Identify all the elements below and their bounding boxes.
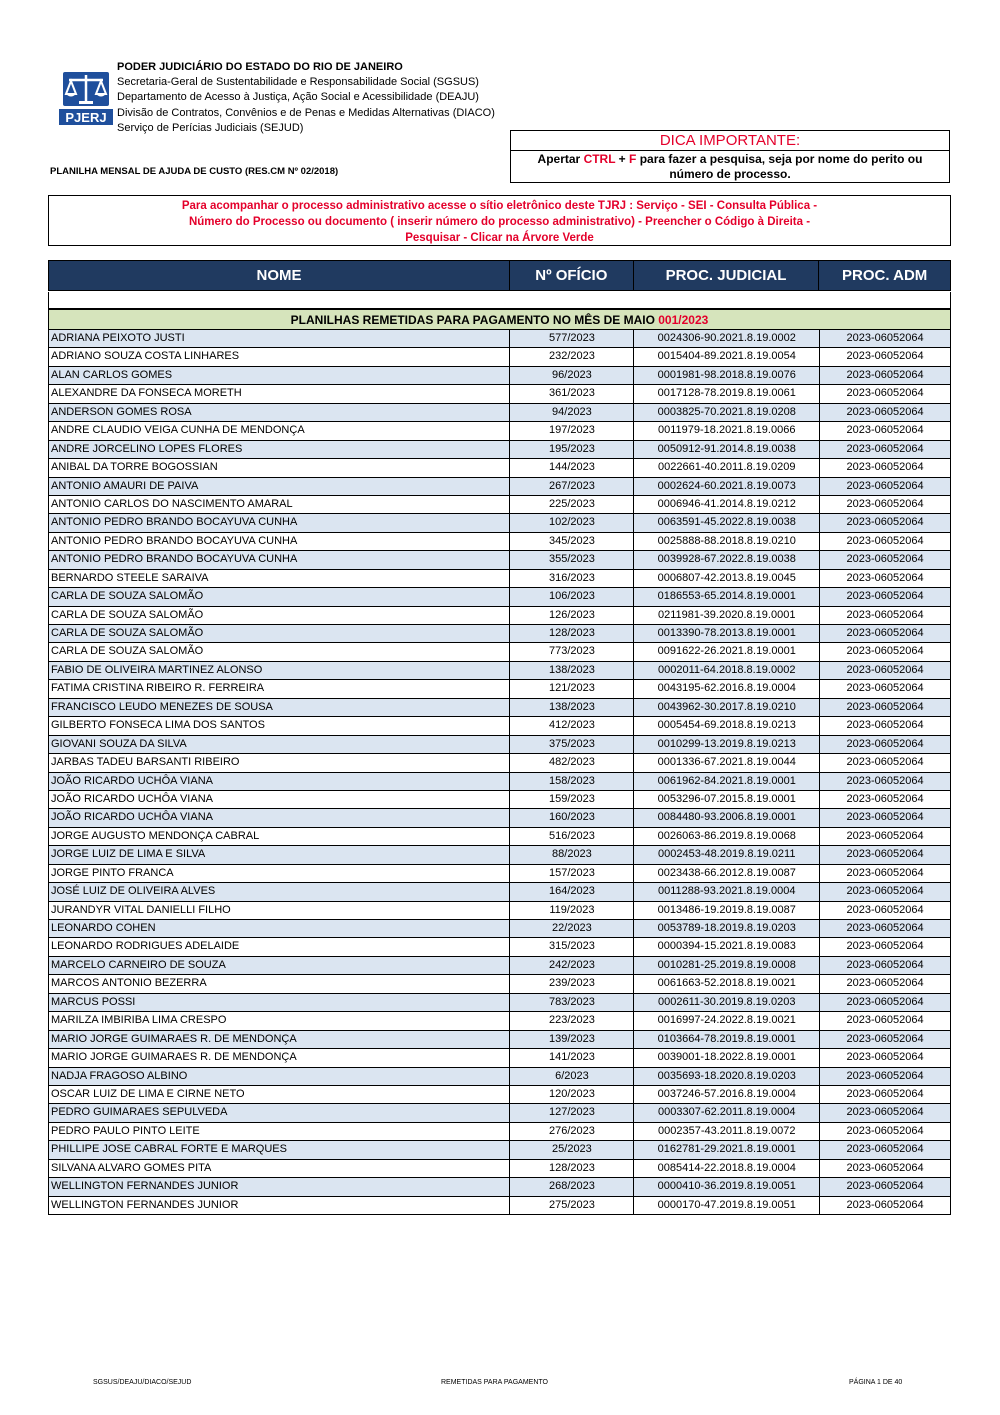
document-subtitle: PLANILHA MENSAL DE AJUDA DE CUSTO (RES.CM Nº 02/2018) <box>50 166 339 177</box>
table-row <box>49 662 951 680</box>
table-row <box>49 330 951 348</box>
cell-nome: ADRIANO SOUZA COSTA LINHARES <box>49 348 510 365</box>
letterhead <box>57 60 527 134</box>
cell-nome: OSCAR LUIZ DE LIMA E CIRNE NETO <box>49 1086 510 1103</box>
cell-nome: ANDRE JORCELINO LOPES FLORES <box>49 441 510 458</box>
cell-oficio: 139/2023 <box>510 1031 634 1048</box>
table-row <box>49 883 951 901</box>
cell-nome: JOSÉ LUIZ DE OLIVEIRA ALVES <box>49 883 510 900</box>
cell-proc-judicial: 0013486-19.2019.8.19.0087 <box>634 902 820 919</box>
cell-proc-judicial: 0186553-65.2014.8.19.0001 <box>634 588 820 605</box>
cell-proc-adm: 2023-06052064 <box>820 385 951 402</box>
cell-oficio: 94/2023 <box>510 404 634 421</box>
logo-text: PJERJ <box>65 110 107 125</box>
cell-proc-judicial: 0002453-48.2019.8.19.0211 <box>634 846 820 863</box>
cell-proc-adm: 2023-06052064 <box>820 348 951 365</box>
cell-proc-judicial: 0091622-26.2021.8.19.0001 <box>634 643 820 660</box>
cell-oficio: 138/2023 <box>510 699 634 716</box>
cell-nome: MARIO JORGE GUIMARAES R. DE MENDONÇA <box>49 1049 510 1066</box>
tip-title: DICA IMPORTANTE: <box>511 131 949 151</box>
cell-proc-adm: 2023-06052064 <box>820 773 951 790</box>
cell-nome: CARLA DE SOUZA SALOMÃO <box>49 625 510 642</box>
table-row <box>49 1178 951 1196</box>
cell-proc-adm: 2023-06052064 <box>820 459 951 476</box>
cell-nome: MARCELO CARNEIRO DE SOUZA <box>49 957 510 974</box>
table-row <box>49 551 951 569</box>
cell-proc-adm: 2023-06052064 <box>820 1031 951 1048</box>
column-header-nome: NOME <box>49 261 510 290</box>
cell-nome: CARLA DE SOUZA SALOMÃO <box>49 607 510 624</box>
tip-text: + <box>615 152 630 166</box>
cell-nome: MARCOS ANTONIO BEZERRA <box>49 975 510 992</box>
cell-oficio: 577/2023 <box>510 330 634 347</box>
cell-oficio: 268/2023 <box>510 1178 634 1195</box>
cell-proc-judicial: 0084480-93.2006.8.19.0001 <box>634 809 820 826</box>
cell-proc-judicial: 0003825-70.2021.8.19.0208 <box>634 404 820 421</box>
cell-proc-adm: 2023-06052064 <box>820 902 951 919</box>
cell-oficio: 88/2023 <box>510 846 634 863</box>
cell-proc-adm: 2023-06052064 <box>820 478 951 495</box>
cell-proc-judicial: 0000410-36.2019.8.19.0051 <box>634 1178 820 1195</box>
cell-oficio: 345/2023 <box>510 533 634 550</box>
cell-proc-judicial: 0053296-07.2015.8.19.0001 <box>634 791 820 808</box>
cell-nome: MARILZA IMBIRIBA LIMA CRESPO <box>49 1012 510 1029</box>
cell-proc-adm: 2023-06052064 <box>820 330 951 347</box>
cell-nome: ADRIANA PEIXOTO JUSTI <box>49 330 510 347</box>
cell-proc-judicial: 0039001-18.2022.8.19.0001 <box>634 1049 820 1066</box>
table-row <box>49 459 951 477</box>
cell-oficio: 361/2023 <box>510 385 634 402</box>
cell-oficio: 773/2023 <box>510 643 634 660</box>
cell-oficio: 96/2023 <box>510 367 634 384</box>
section-title <box>48 309 951 330</box>
cell-proc-judicial: 0017128-78.2019.8.19.0061 <box>634 385 820 402</box>
cell-nome: ANDERSON GOMES ROSA <box>49 404 510 421</box>
cell-proc-adm: 2023-06052064 <box>820 1049 951 1066</box>
cell-proc-judicial: 0011979-18.2021.8.19.0066 <box>634 422 820 439</box>
institution-lines <box>117 60 495 136</box>
access-line: Para acompanhar o processo administrativo acesse o sítio eletrônico deste TJRJ : Serviço - SEI - Consulta Pública - <box>181 200 818 212</box>
cell-proc-judicial: 0002011-64.2018.8.19.0002 <box>634 662 820 679</box>
table-row <box>49 736 951 754</box>
cell-oficio: 141/2023 <box>510 1049 634 1066</box>
footer-left: SGSUS/DEAJU/DIACO/SEJUD <box>93 1379 192 1386</box>
cell-proc-adm: 2023-06052064 <box>820 975 951 992</box>
cell-oficio: 127/2023 <box>510 1104 634 1121</box>
tip-line-1 <box>511 152 949 167</box>
cell-proc-judicial: 0002357-43.2011.8.19.0072 <box>634 1123 820 1140</box>
cell-nome: ANTONIO CARLOS DO NASCIMENTO AMARAL <box>49 496 510 513</box>
cell-proc-adm: 2023-06052064 <box>820 404 951 421</box>
cell-nome: JURANDYR VITAL DANIELLI FILHO <box>49 902 510 919</box>
cell-proc-adm: 2023-06052064 <box>820 920 951 937</box>
cell-oficio: 242/2023 <box>510 957 634 974</box>
cell-nome: JOÃO RICARDO UCHÔA VIANA <box>49 809 510 826</box>
cell-proc-adm: 2023-06052064 <box>820 957 951 974</box>
table-row <box>49 496 951 514</box>
cell-nome: FABIO DE OLIVEIRA MARTINEZ ALONSO <box>49 662 510 679</box>
pjerj-logo-icon <box>57 66 115 126</box>
cell-proc-adm: 2023-06052064 <box>820 1160 951 1177</box>
cell-nome: WELLINGTON FERNANDES JUNIOR <box>49 1197 510 1214</box>
table-row <box>49 809 951 827</box>
cell-proc-judicial: 0063591-45.2022.8.19.0038 <box>634 514 820 531</box>
cell-proc-judicial: 0016997-24.2022.8.19.0021 <box>634 1012 820 1029</box>
table-body <box>48 330 951 1215</box>
cell-oficio: 121/2023 <box>510 680 634 697</box>
cell-oficio: 6/2023 <box>510 1068 634 1085</box>
cell-proc-judicial: 0043195-62.2016.8.19.0004 <box>634 680 820 697</box>
access-instructions <box>48 195 951 246</box>
table-row <box>49 514 951 532</box>
cell-proc-adm: 2023-06052064 <box>820 514 951 531</box>
cell-proc-adm: 2023-06052064 <box>820 736 951 753</box>
cell-oficio: 22/2023 <box>510 920 634 937</box>
cell-nome: ANTONIO PEDRO BRANDO BOCAYUVA CUNHA <box>49 514 510 531</box>
cell-oficio: 783/2023 <box>510 994 634 1011</box>
cell-nome: JORGE LUIZ DE LIMA E SILVA <box>49 846 510 863</box>
cell-oficio: 164/2023 <box>510 883 634 900</box>
cell-nome: BERNARDO STEELE SARAIVA <box>49 570 510 587</box>
cell-oficio: 275/2023 <box>510 1197 634 1214</box>
cell-oficio: 232/2023 <box>510 348 634 365</box>
table-row <box>49 680 951 698</box>
table-row <box>49 1197 951 1215</box>
tip-text: para fazer a pesquisa, seja por nome do perito ou <box>636 152 923 166</box>
table-row <box>49 902 951 920</box>
cell-proc-adm: 2023-06052064 <box>820 1123 951 1140</box>
table-row <box>49 367 951 385</box>
cell-proc-adm: 2023-06052064 <box>820 441 951 458</box>
cell-proc-judicial: 0010281-25.2019.8.19.0008 <box>634 957 820 974</box>
table-row <box>49 441 951 459</box>
section-code: 001/2023 <box>658 313 709 327</box>
column-header-proc-adm: PROC. ADM <box>842 267 928 284</box>
cell-proc-judicial: 0005454-69.2018.8.19.0213 <box>634 717 820 734</box>
cell-proc-adm: 2023-06052064 <box>820 883 951 900</box>
cell-proc-adm: 2023-06052064 <box>820 754 951 771</box>
cell-proc-adm: 2023-06052064 <box>820 1086 951 1103</box>
cell-proc-judicial: 0015404-89.2021.8.19.0054 <box>634 348 820 365</box>
cell-proc-judicial: 0037246-57.2016.8.19.0004 <box>634 1086 820 1103</box>
table-row <box>49 1068 951 1086</box>
table-row <box>49 1104 951 1122</box>
cell-nome: ANTONIO PEDRO BRANDO BOCAYUVA CUNHA <box>49 533 510 550</box>
tip-text: Apertar <box>537 152 584 166</box>
institution-line: Serviço de Perícias Judiciais (SEJUD) <box>117 121 304 134</box>
cell-oficio: 160/2023 <box>510 809 634 826</box>
cell-nome: PEDRO GUIMARAES SEPULVEDA <box>49 1104 510 1121</box>
cell-proc-adm: 2023-06052064 <box>820 588 951 605</box>
cell-oficio: 315/2023 <box>510 938 634 955</box>
cell-proc-judicial: 0003307-62.2011.8.19.0004 <box>634 1104 820 1121</box>
cell-proc-judicial: 0026063-86.2019.8.19.0068 <box>634 828 820 845</box>
table-row <box>49 1012 951 1030</box>
cell-nome: JOÃO RICARDO UCHÔA VIANA <box>49 791 510 808</box>
cell-proc-judicial: 0024306-90.2021.8.19.0002 <box>634 330 820 347</box>
column-header-proc-judicial: PROC. JUDICIAL <box>634 261 820 290</box>
table-row <box>49 994 951 1012</box>
cell-nome: JOÃO RICARDO UCHÔA VIANA <box>49 773 510 790</box>
table-row <box>49 975 951 993</box>
table-row <box>49 1049 951 1067</box>
cell-nome: PHILLIPE JOSE CABRAL FORTE E MARQUES <box>49 1141 510 1158</box>
cell-proc-judicial: 0010299-13.2019.8.19.0213 <box>634 736 820 753</box>
cell-proc-judicial: 0001336-67.2021.8.19.0044 <box>634 754 820 771</box>
institution-line: Divisão de Contratos, Convênios e de Penas e Medidas Alternativas (DIACO) <box>117 106 495 119</box>
cell-oficio: 316/2023 <box>510 570 634 587</box>
cell-oficio: 267/2023 <box>510 478 634 495</box>
table-row <box>49 348 951 366</box>
cell-oficio: 120/2023 <box>510 1086 634 1103</box>
cell-proc-adm: 2023-06052064 <box>820 699 951 716</box>
cell-proc-judicial: 0002624-60.2021.8.19.0073 <box>634 478 820 495</box>
table-header <box>48 260 951 291</box>
tip-key-f: F <box>629 152 637 166</box>
cell-proc-judicial: 0006807-42.2013.8.19.0045 <box>634 570 820 587</box>
cell-nome: CARLA DE SOUZA SALOMÃO <box>49 588 510 605</box>
cell-oficio: 239/2023 <box>510 975 634 992</box>
cell-oficio: 516/2023 <box>510 828 634 845</box>
cell-oficio: 102/2023 <box>510 514 634 531</box>
cell-proc-adm: 2023-06052064 <box>820 607 951 624</box>
cell-nome: ANDRE CLAUDIO VEIGA CUNHA DE MENDONÇA <box>49 422 510 439</box>
cell-oficio: 225/2023 <box>510 496 634 513</box>
table-row <box>49 478 951 496</box>
cell-proc-adm: 2023-06052064 <box>820 938 951 955</box>
cell-nome: ANTONIO PEDRO BRANDO BOCAYUVA CUNHA <box>49 551 510 568</box>
cell-proc-judicial: 0025888-88.2018.8.19.0210 <box>634 533 820 550</box>
cell-nome: FRANCISCO LEUDO MENEZES DE SOUSA <box>49 699 510 716</box>
cell-oficio: 25/2023 <box>510 1141 634 1158</box>
table-row <box>49 1160 951 1178</box>
cell-nome: CARLA DE SOUZA SALOMÃO <box>49 643 510 660</box>
table-row <box>49 754 951 772</box>
table-row <box>49 717 951 735</box>
cell-nome: JORGE AUGUSTO MENDONÇA CABRAL <box>49 828 510 845</box>
cell-proc-judicial: 0013390-78.2013.8.19.0001 <box>634 625 820 642</box>
table-row <box>49 1141 951 1159</box>
tip-body <box>511 151 949 182</box>
access-line: Número do Processo ou documento ( inserir número do processo administrativo) - Preencher o Código à Direita - <box>188 216 811 228</box>
table-row <box>49 533 951 551</box>
table-row <box>49 920 951 938</box>
table-row <box>49 957 951 975</box>
cell-proc-judicial: 0035693-18.2020.8.19.0203 <box>634 1068 820 1085</box>
table-row <box>49 846 951 864</box>
footer-center: REMETIDAS PARA PAGAMENTO <box>441 1379 548 1386</box>
cell-nome: WELLINGTON FERNANDES JUNIOR <box>49 1178 510 1195</box>
cell-proc-judicial: 0000170-47.2019.8.19.0051 <box>634 1197 820 1214</box>
cell-proc-judicial: 0061663-52.2018.8.19.0021 <box>634 975 820 992</box>
cell-proc-adm: 2023-06052064 <box>820 717 951 734</box>
cell-nome: NADJA FRAGOSO ALBINO <box>49 1068 510 1085</box>
cell-proc-judicial: 0085414-22.2018.8.19.0004 <box>634 1160 820 1177</box>
table-row <box>49 791 951 809</box>
cell-proc-adm: 2023-06052064 <box>820 994 951 1011</box>
cell-proc-adm: 2023-06052064 <box>820 791 951 808</box>
cell-proc-adm: 2023-06052064 <box>820 551 951 568</box>
table-row <box>49 588 951 606</box>
tip-key-ctrl: CTRL <box>583 152 616 166</box>
cell-nome: SILVANA ALVARO GOMES PITA <box>49 1160 510 1177</box>
table-row <box>49 1123 951 1141</box>
table-row <box>49 773 951 791</box>
cell-proc-adm: 2023-06052064 <box>820 367 951 384</box>
cell-nome: FATIMA CRISTINA RIBEIRO R. FERREIRA <box>49 680 510 697</box>
cell-proc-judicial: 0011288-93.2021.8.19.0004 <box>634 883 820 900</box>
column-header-oficio: Nº OFÍCIO <box>510 261 634 290</box>
institution-line: Secretaria-Geral de Sustentabilidade e Responsabilidade Social (SGSUS) <box>117 76 479 89</box>
cell-oficio: 158/2023 <box>510 773 634 790</box>
cell-proc-judicial: 0103664-78.2019.8.19.0001 <box>634 1031 820 1048</box>
cell-proc-judicial: 0050912-91.2014.8.19.0038 <box>634 441 820 458</box>
cell-nome: GIOVANI SOUZA DA SILVA <box>49 736 510 753</box>
table-row <box>49 385 951 403</box>
table-row <box>49 699 951 717</box>
access-line: Pesquisar - Clicar na Árvore Verde <box>405 232 594 244</box>
cell-nome: ANIBAL DA TORRE BOGOSSIAN <box>49 459 510 476</box>
cell-proc-judicial: 0061962-84.2021.8.19.0001 <box>634 773 820 790</box>
tip-box <box>510 130 950 183</box>
cell-proc-adm: 2023-06052064 <box>820 809 951 826</box>
cell-proc-judicial: 0039928-67.2022.8.19.0038 <box>634 551 820 568</box>
cell-proc-adm: 2023-06052064 <box>820 662 951 679</box>
table-row <box>49 865 951 883</box>
cell-proc-judicial: 0023438-66.2012.8.19.0087 <box>634 865 820 882</box>
cell-oficio: 412/2023 <box>510 717 634 734</box>
cell-proc-adm: 2023-06052064 <box>820 1141 951 1158</box>
cell-proc-judicial: 0043962-30.2017.8.19.0210 <box>634 699 820 716</box>
cell-nome: GILBERTO FONSECA LIMA DOS SANTOS <box>49 717 510 734</box>
institution-name: PODER JUDICIÁRIO DO ESTADO DO RIO DE JANEIRO <box>117 61 403 73</box>
cell-nome: ALEXANDRE DA FONSECA MORETH <box>49 385 510 402</box>
cell-oficio: 106/2023 <box>510 588 634 605</box>
cell-oficio: 128/2023 <box>510 1160 634 1177</box>
cell-oficio: 138/2023 <box>510 662 634 679</box>
cell-nome: JARBAS TADEU BARSANTI RIBEIRO <box>49 754 510 771</box>
table-row <box>49 422 951 440</box>
cell-nome: LEONARDO COHEN <box>49 920 510 937</box>
table-row <box>49 938 951 956</box>
cell-oficio: 482/2023 <box>510 754 634 771</box>
cell-nome: LEONARDO RODRIGUES ADELAIDE <box>49 938 510 955</box>
cell-proc-adm: 2023-06052064 <box>820 1197 951 1214</box>
cell-oficio: 128/2023 <box>510 625 634 642</box>
institution-line: Departamento de Acesso à Justiça, Ação Social e Acessibilidade (DEAJU) <box>117 91 479 104</box>
cell-proc-adm: 2023-06052064 <box>820 533 951 550</box>
table-row <box>49 625 951 643</box>
table-spacer-row <box>48 292 951 309</box>
cell-proc-adm: 2023-06052064 <box>820 680 951 697</box>
table-row <box>49 1031 951 1049</box>
cell-proc-judicial: 0211981-39.2020.8.19.0001 <box>634 607 820 624</box>
cell-proc-adm: 2023-06052064 <box>820 828 951 845</box>
cell-proc-judicial: 0006946-41.2014.8.19.0212 <box>634 496 820 513</box>
table-row <box>49 607 951 625</box>
cell-nome: ALAN CARLOS GOMES <box>49 367 510 384</box>
cell-nome: MARCUS POSSI <box>49 994 510 1011</box>
table-row <box>49 828 951 846</box>
cell-proc-judicial: 0053789-18.2019.8.19.0203 <box>634 920 820 937</box>
cell-proc-adm: 2023-06052064 <box>820 496 951 513</box>
cell-proc-adm: 2023-06052064 <box>820 1012 951 1029</box>
cell-oficio: 144/2023 <box>510 459 634 476</box>
cell-oficio: 119/2023 <box>510 902 634 919</box>
cell-proc-adm: 2023-06052064 <box>820 846 951 863</box>
table-row <box>49 404 951 422</box>
cell-oficio: 159/2023 <box>510 791 634 808</box>
cell-proc-adm: 2023-06052064 <box>820 1104 951 1121</box>
cell-proc-adm: 2023-06052064 <box>820 1068 951 1085</box>
cell-proc-judicial: 0001981-98.2018.8.19.0076 <box>634 367 820 384</box>
cell-nome: JORGE PINTO FRANCA <box>49 865 510 882</box>
cell-oficio: 276/2023 <box>510 1123 634 1140</box>
cell-nome: MARIO JORGE GUIMARAES R. DE MENDONÇA <box>49 1031 510 1048</box>
cell-oficio: 355/2023 <box>510 551 634 568</box>
cell-oficio: 126/2023 <box>510 607 634 624</box>
cell-oficio: 223/2023 <box>510 1012 634 1029</box>
cell-proc-adm: 2023-06052064 <box>820 1178 951 1195</box>
cell-oficio: 195/2023 <box>510 441 634 458</box>
cell-proc-judicial: 0162781-29.2021.8.19.0001 <box>634 1141 820 1158</box>
cell-proc-judicial: 0000394-15.2021.8.19.0083 <box>634 938 820 955</box>
section-label: PLANILHAS REMETIDAS PARA PAGAMENTO NO MÊS DE MAIO <box>290 313 659 327</box>
cell-proc-adm: 2023-06052064 <box>820 422 951 439</box>
cell-oficio: 375/2023 <box>510 736 634 753</box>
tip-line-2: número de processo. <box>669 167 791 181</box>
cell-proc-judicial: 0002611-30.2019.8.19.0203 <box>634 994 820 1011</box>
table-row <box>49 1086 951 1104</box>
cell-oficio: 197/2023 <box>510 422 634 439</box>
cell-proc-adm: 2023-06052064 <box>820 643 951 660</box>
table-row <box>49 570 951 588</box>
cell-oficio: 157/2023 <box>510 865 634 882</box>
cell-proc-adm: 2023-06052064 <box>820 625 951 642</box>
cell-nome: ANTONIO AMAURI DE PAIVA <box>49 478 510 495</box>
footer-page-number: PÁGINA 1 DE 40 <box>849 1379 903 1386</box>
cell-nome: PEDRO PAULO PINTO LEITE <box>49 1123 510 1140</box>
cell-proc-judicial: 0022661-40.2011.8.19.0209 <box>634 459 820 476</box>
cell-proc-adm: 2023-06052064 <box>820 865 951 882</box>
cell-proc-adm: 2023-06052064 <box>820 570 951 587</box>
table-row <box>49 643 951 661</box>
